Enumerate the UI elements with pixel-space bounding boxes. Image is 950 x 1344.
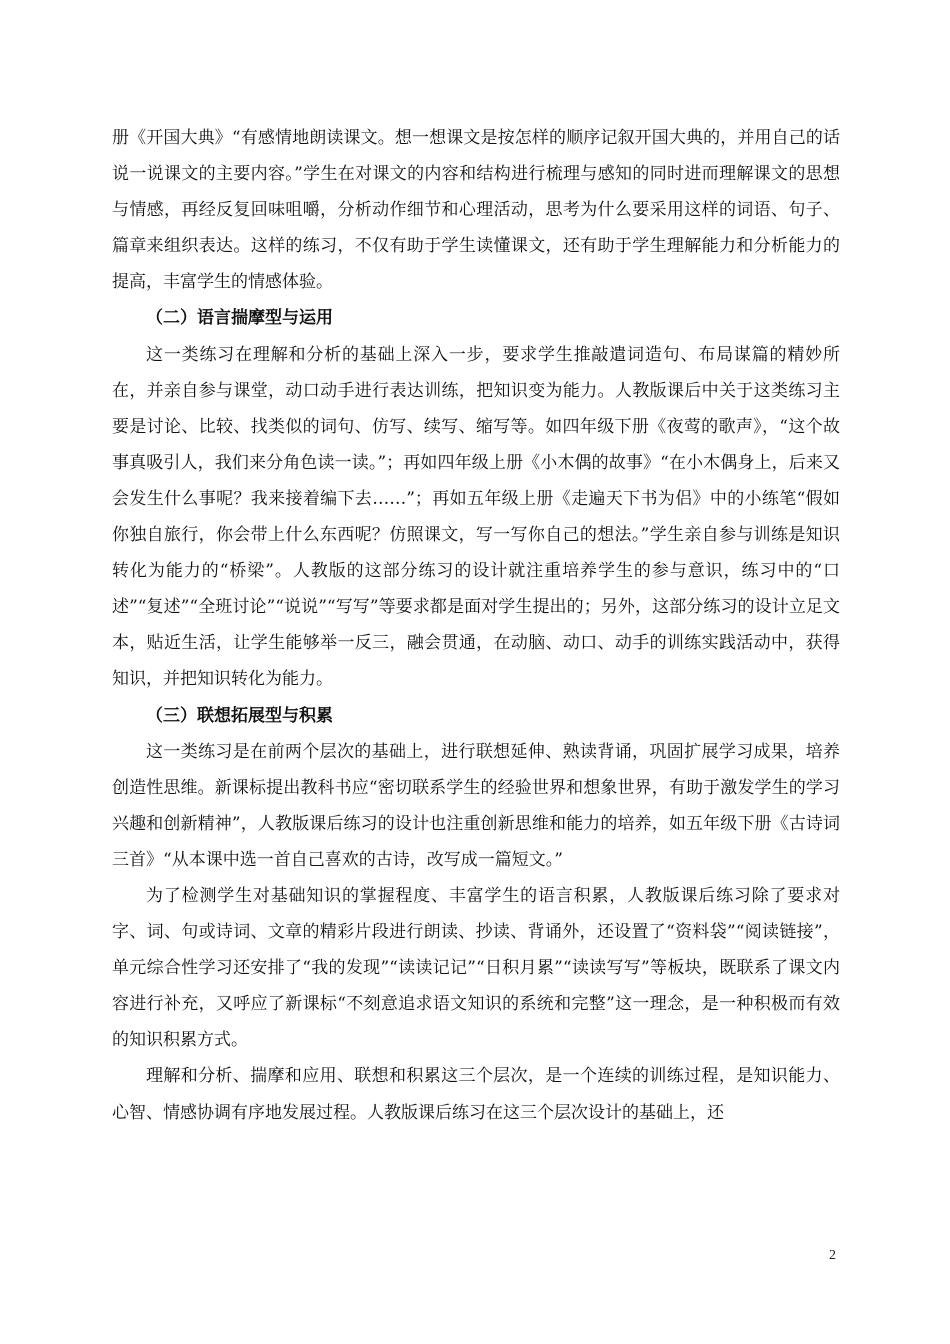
paragraph-1: 册《开国大典》“有感情地朗读课文。想一想课文是按怎样的顺序记叙开国大典的，并用自己的话说一说课文的主要内容。”学生在对课文的内容和结构进行梳理与感知的同时进而理解课文的思想与情感，再经反复回味咀嚼，分析动作细节和心理活动，思考为什么要采用这样的词语、句子、篇章来组织表达。这样的练习，不仅有助于学生读懂课文，还有助于学生理解能力和分析能力的提高，丰富学生的情感体验。 [112, 128, 840, 293]
paragraph-4: 为了检测学生对基础知识的掌握程度、丰富学生的语言积累，人教版课后练习除了要求对字、词、句或诗词、文章的精彩片段进行朗读、抄读、背诵外，还设置了“资料袋”“阅读链接”，单元综合性学习还安排了“我的发现”“读读记记”“日积月累”“读读写写”等板块，既联系了课文内容进行补充，又呼应了新课标“不刻意追求语文知识的系统和完整”这一理念，是一种积极而有效的知识积累方式。 [112, 885, 840, 1051]
section-heading-3: （三）联想拓展型与积累 [146, 705, 333, 726]
section-heading-2: （二）语言揣摩型与运用 [146, 308, 333, 329]
paragraph-3: 这一类练习是在前两个层次的基础上，进行联想延伸、熟读背诵，巩固扩展学习成果，培养创造性思维。新课标提出教科书应“密切联系学生的经验世界和想象世界，有助于激发学生的学习兴趣和创新精神”，人教版课后练习的设计也注重创新思维和能力的培养，如五年级下册《古诗词三首》“从本课中选一首自己喜欢的古诗，改写成一篇短文。” [112, 741, 840, 870]
document-body [112, 120, 840, 1131]
paragraph-5: 理解和分析、揣摩和应用、联想和积累这三个层次，是一个连续的训练过程，是知识能力、心智、情感协调有序地发展过程。人教版课后练习在这三个层次设计的基础上，还 [112, 1066, 840, 1123]
paragraph-2: 这一类练习在理解和分析的基础上深入一步，要求学生推敲遣词造句、布局谋篇的精妙所在，并亲自参与课堂，动口动手进行表达训练，把知识变为能力。人教版课后中关于这类练习主要是讨论、比较、找类似的词句、仿写、续写、缩写等。如四年级下册《夜莺的歌声》，“这个故事真吸引人，我们来分角色读一读。”；再如四年级上册《小木偶的故事》“在小木偶身上，后来又会发生什么事呢？我来接着编下去……”；再如五年级上册《走遍天下书为侣》中的小练笔“假如你独自旅行，你会带上什么东西呢？仿照课文，写一写你自己的想法。”学生亲自参与训练是知识转化为能力的“桥梁”。人教版的这部分练习的设计就注重培养学生的参与意识，练习中的“口述”“复述”“全班讨论”“说说”“写写”等要求都是面对学生提出的；另外，这部分练习的设计立足文本，贴近生活，让学生能够举一反三，融会贯通，在动脑、动口、动手的训练实践活动中，获得知识，并把知识转化为能力。 [112, 344, 840, 690]
page-number: 2 [829, 1248, 836, 1263]
